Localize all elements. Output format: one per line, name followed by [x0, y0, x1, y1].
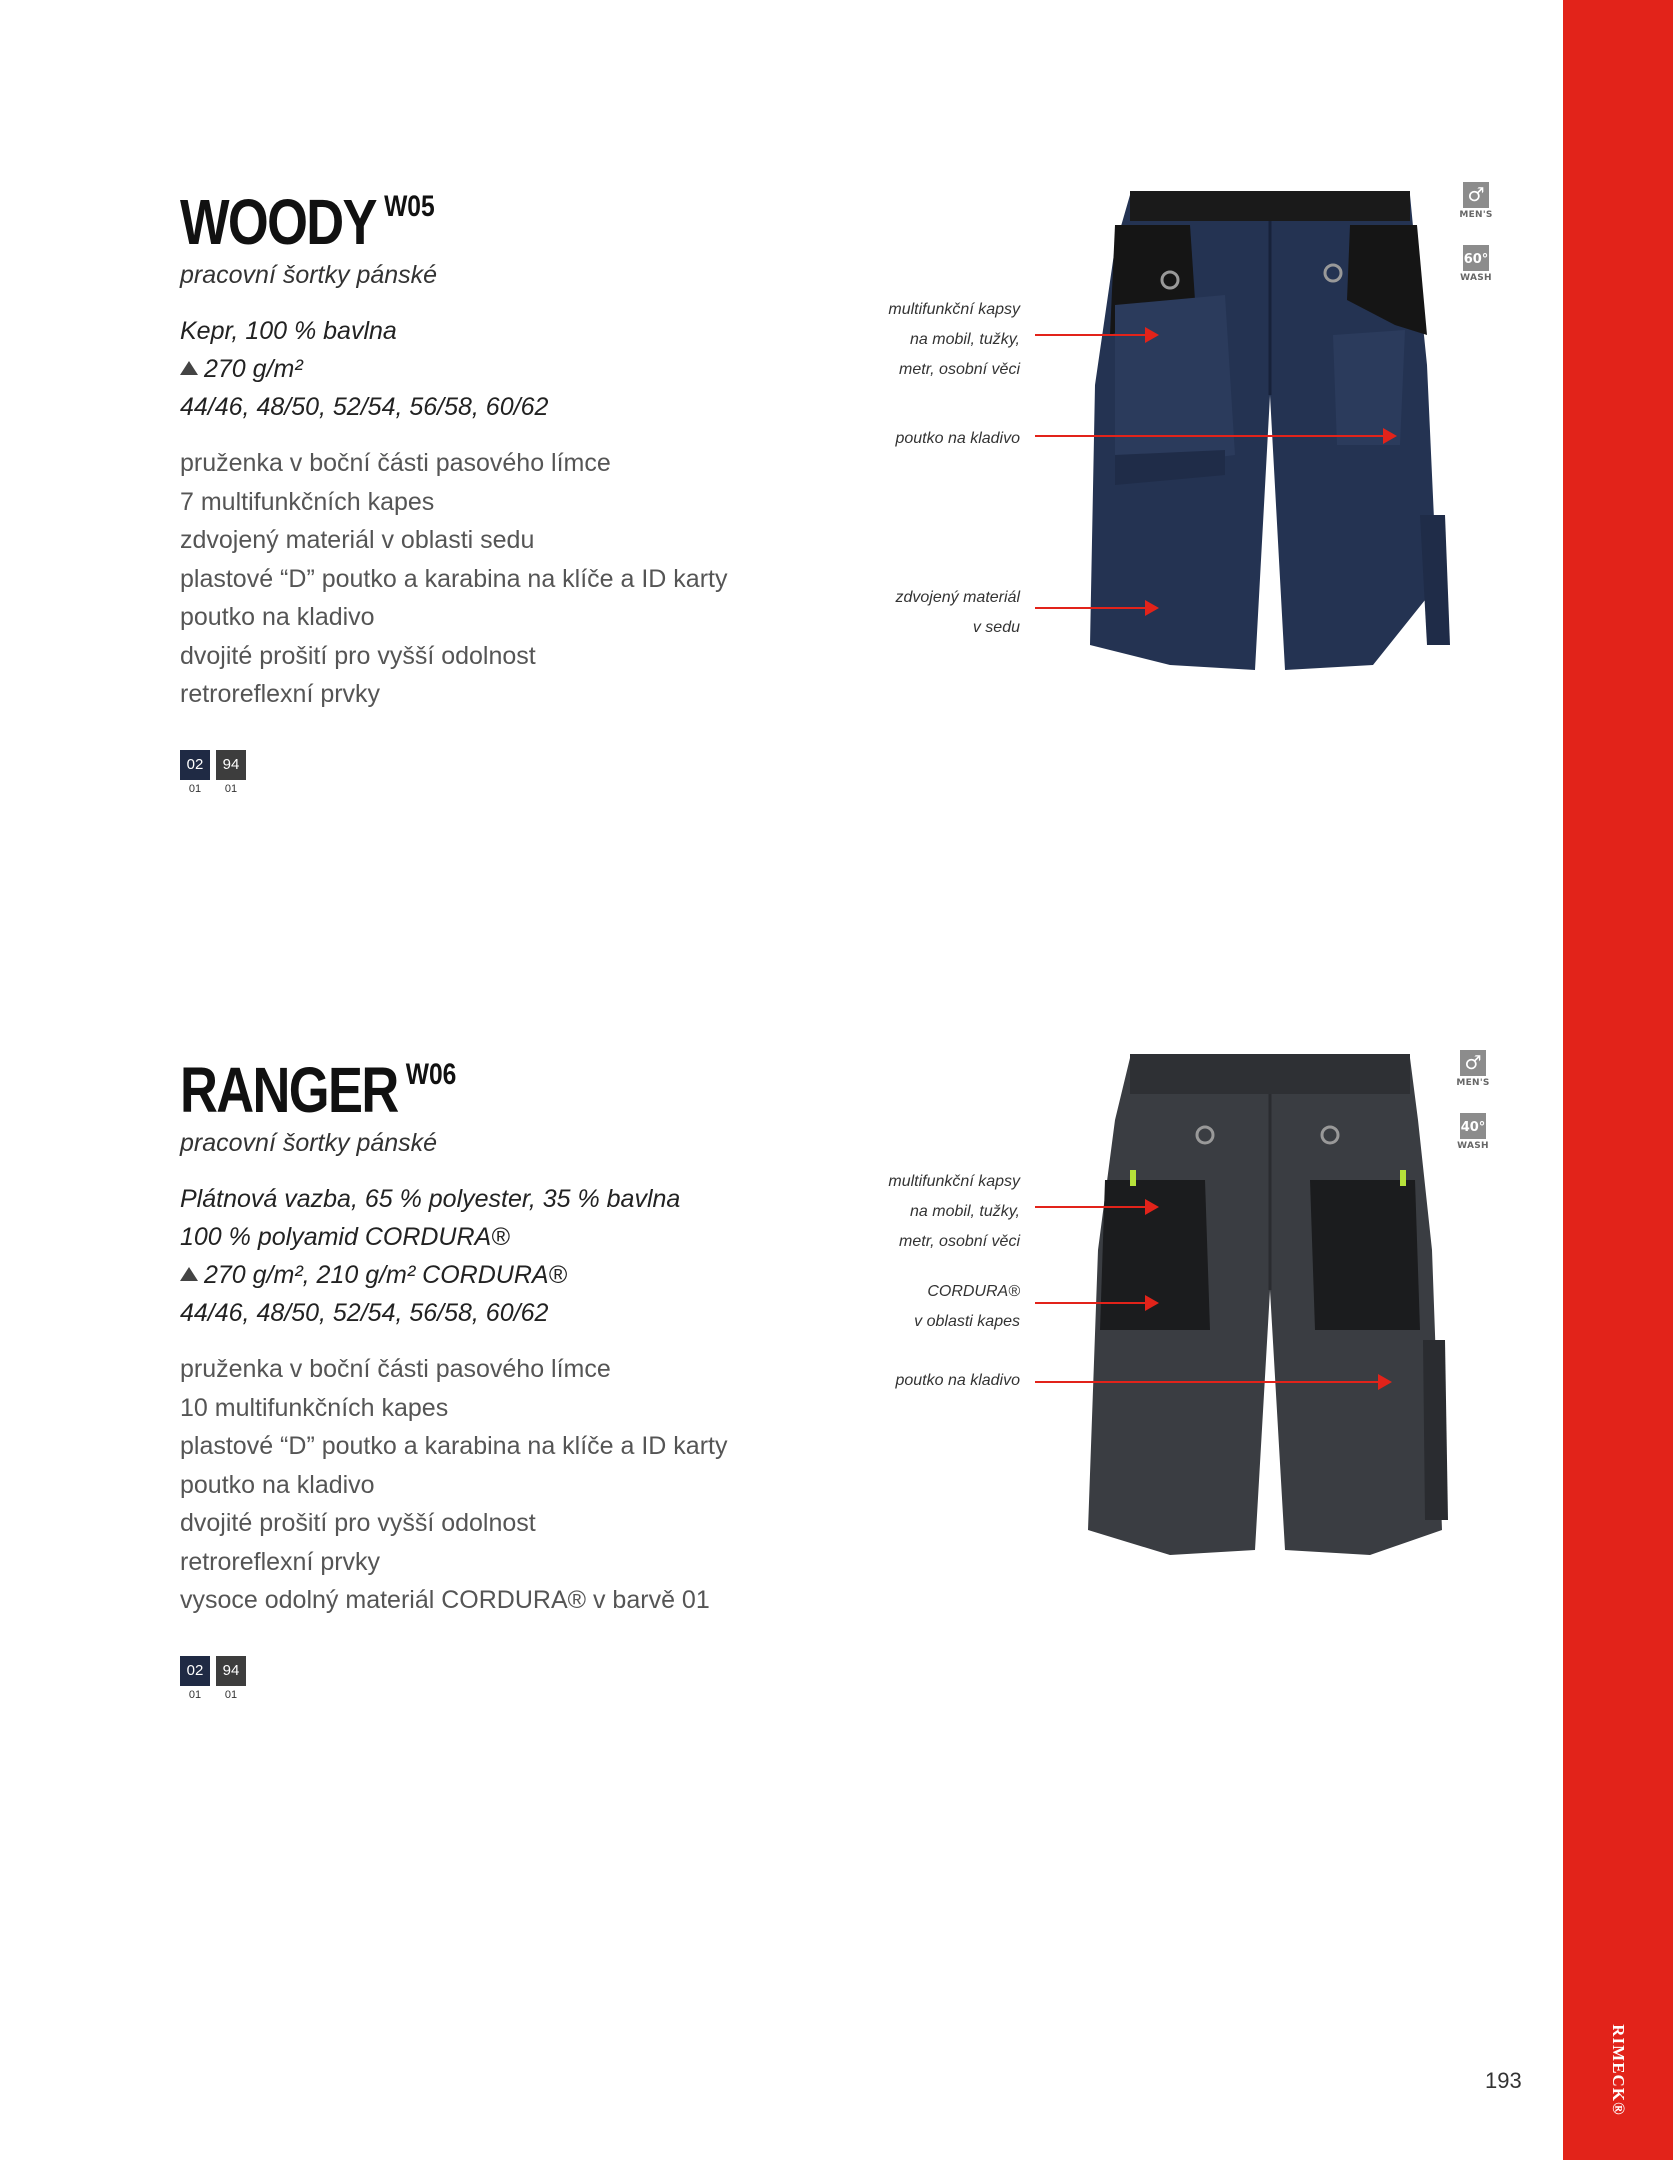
callout-cordura: CORDURA® v oblasti kapes — [914, 1283, 1020, 1330]
product-title: WOODY $^{W05}$ — [180, 186, 435, 258]
swatch-chip: 94 — [216, 1656, 246, 1686]
feature-item: dvojité prošití pro vyšší odolnost — [180, 1509, 536, 1537]
material: Plátnová vazba, 65 % polyester, 35 % bavlna — [180, 1185, 681, 1213]
feature-item: poutko na kladivo — [180, 603, 375, 631]
swatch-code: 01 — [188, 1688, 202, 1701]
callout-hammer-loop: poutko na kladivo — [895, 430, 1020, 447]
feature-item: pruženka v boční části pasového límce — [180, 449, 611, 477]
swatch-code: 01 — [224, 1688, 238, 1701]
feature-item: 10 multifunkčních kapes — [180, 1393, 449, 1422]
feature-item: vysoce odolný materiál CORDURA® v barvě 01 — [180, 1586, 710, 1614]
callout-arrow — [1035, 1381, 1380, 1383]
feature-list — [180, 444, 728, 714]
callout-pockets: multifunkční kapsy na mobil, tužky, metr, osobní věci — [888, 301, 1020, 378]
feature-list — [180, 1350, 728, 1620]
product-spec — [180, 1180, 700, 1332]
color-swatch[interactable] — [180, 1656, 210, 1701]
color-swatches — [180, 750, 700, 795]
product-subtitle: pracovní šortky pánské — [180, 1129, 438, 1157]
feature-item: retroreflexní prvky — [180, 1547, 381, 1576]
callout-pockets: multifunkční kapsy na mobil, tužky, metr, osobní věci — [888, 1173, 1020, 1250]
feature-item: 7 multifunkčních kapes — [180, 487, 435, 516]
material-secondary: 100 % polyamid CORDURA® — [180, 1223, 510, 1251]
feature-item: retroreflexní prvky — [180, 680, 381, 708]
weight-line — [180, 1256, 700, 1294]
swatch-code: 01 — [188, 782, 202, 795]
wash-badge: ~~ 40° WASH — [1450, 1113, 1496, 1151]
feature-item: poutko na kladivo — [180, 1470, 375, 1499]
wash-icon: ~~ 40° — [1460, 1113, 1486, 1139]
swatch-chip: 94 — [216, 750, 246, 780]
swatch-chip: 02 — [180, 750, 210, 780]
mens-badge: ♂ MEN'S — [1456, 1052, 1490, 1088]
callout-arrow — [1035, 1206, 1147, 1208]
male-icon: ♂ — [1460, 1050, 1486, 1076]
color-swatch[interactable] — [216, 1656, 246, 1701]
feature-item: plastové “D” poutko a karabina na klíče a ID karty — [180, 1432, 728, 1460]
feature-item: plastové “D” poutko a karabina na klíče a ID karty — [180, 564, 728, 593]
callout-hammer-loop: poutko na kladivo — [895, 1372, 1020, 1389]
product-code: W05 — [384, 190, 435, 223]
swatch-chip: 02 — [180, 1656, 210, 1686]
weight: 270 g/m² — [204, 355, 303, 383]
weight: 270 g/m², 210 g/m² CORDURA® — [204, 1261, 567, 1289]
sizes: 44/46, 48/50, 52/54, 56/58, 60/62 — [180, 1299, 549, 1327]
callout-arrow — [1035, 1302, 1147, 1304]
color-swatch[interactable] — [180, 750, 210, 795]
callout-arrow — [1035, 607, 1147, 609]
sizes: 44/46, 48/50, 52/54, 56/58, 60/62 — [180, 393, 549, 421]
product-code: W06 — [405, 1058, 457, 1091]
feature-item: dvojité prošití pro vyšší odolnost — [180, 641, 536, 670]
color-swatch[interactable] — [216, 750, 246, 795]
feature-item: pruženka v boční části pasového límce — [180, 1355, 611, 1383]
color-swatches — [180, 1656, 700, 1701]
brand-logo: RIMECK® — [1609, 2024, 1628, 2116]
swatch-code: 01 — [224, 782, 238, 795]
callout-arrow — [1035, 334, 1147, 336]
product-subtitle: pracovní šortky pánské — [180, 261, 438, 289]
weight-line — [180, 350, 700, 388]
product-woody — [180, 172, 728, 795]
callout-seat: zdvojený materiál v sedu — [895, 589, 1020, 636]
ranger-shorts-image — [1080, 1050, 1465, 1560]
product-spec — [180, 312, 700, 426]
side-bar — [1563, 0, 1673, 2160]
weight-icon — [180, 361, 198, 375]
feature-item: zdvojený materiál v oblasti sedu — [180, 526, 535, 554]
mens-badge: ♂ MEN'S — [1459, 184, 1493, 220]
male-icon: ♂ — [1463, 182, 1489, 208]
material: Kepr, 100 % bavlna — [180, 317, 397, 345]
wash-icon: ~~ 60° — [1463, 245, 1489, 271]
callout-arrow — [1035, 435, 1385, 437]
product-title: RANGER $^{W06}$ — [180, 1054, 457, 1126]
weight-icon — [180, 1267, 198, 1281]
wash-badge: ~~ 60° WASH — [1453, 245, 1499, 283]
product-ranger — [180, 1040, 728, 1701]
page-number: 193 — [1485, 2068, 1522, 2093]
